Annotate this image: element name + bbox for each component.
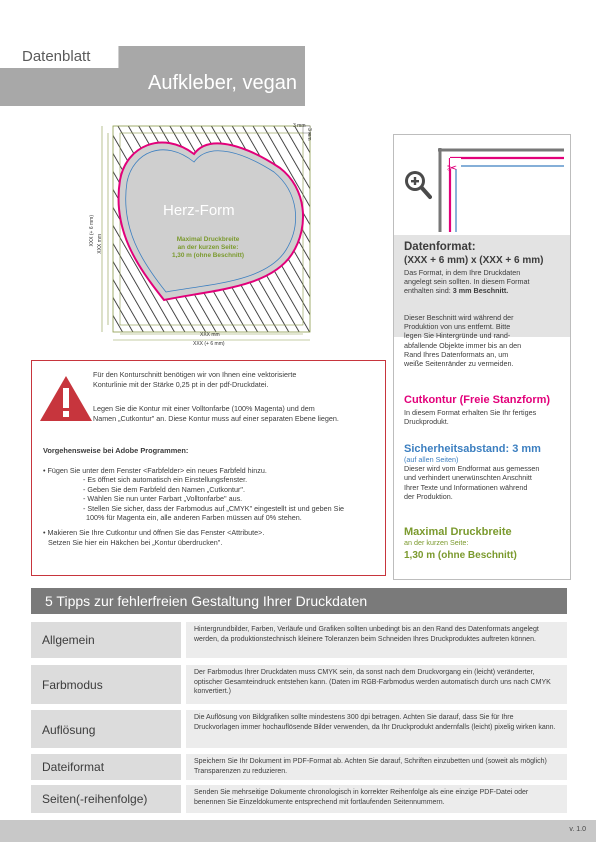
dim-bottom-inner-label: XXX mm xyxy=(200,332,220,338)
tip-label: Allgemein xyxy=(42,633,95,647)
tip-label-cell xyxy=(31,622,181,658)
dim-top-label: 3 mm xyxy=(293,123,306,129)
datenformat-block xyxy=(404,241,564,296)
tips-heading-bar xyxy=(31,588,567,614)
safety-line: Ihrer Texte und Informationen während xyxy=(404,482,528,492)
procedure-step: - Es öffnet sich automatisch ein Einstellungsfenster. xyxy=(83,475,248,485)
tip-text: Speichern Sie Ihr Dokument im PDF-Format ab. Achten Sie darauf, Schriften einzubetten und (soweit als möglich) Transparenzen zu reduzieren. xyxy=(194,758,547,775)
procedure-steps xyxy=(43,466,378,547)
procedure-step: - Wählen Sie nun unter Farbart „Volltonfarbe" aus. xyxy=(83,494,243,504)
tip-text-cell xyxy=(186,754,567,780)
heart-diagram xyxy=(92,118,322,350)
max-width-value: 1,30 m (ohne Beschnitt) xyxy=(404,550,517,562)
cutkontur-block xyxy=(404,394,564,426)
procedure-step: - Geben Sie dem Farbfeld den Namen „Cutkontur". xyxy=(83,484,245,494)
dim-bottom-outer-label: XXX (+ 6 mm) xyxy=(193,341,225,347)
dim-left-outer-label: XXX (+ 6 mm) xyxy=(89,215,95,247)
tip-label-cell xyxy=(31,785,181,813)
datenformat-title: Datenformat: xyxy=(404,241,476,253)
tip-label-cell xyxy=(31,665,181,704)
tip-text: Senden Sie mehrseitige Dokumente chronologisch in korrekter Reihenfolge als eine einzige PDF-Datei oder benennen Sie Einzeldokumente entsprechend mit fortlaufenden Seitennummern. xyxy=(194,789,529,806)
dim-left-inner-label: XXX mm xyxy=(97,234,103,254)
warning-line: Für den Konturschnitt benötigen wir von Ihnen eine vektorisierte xyxy=(93,370,297,379)
max-width-sub: an der kurzen Seite: xyxy=(404,538,469,547)
warning-paragraph-1 xyxy=(93,370,378,389)
tip-label: Seiten(-reihenfolge) xyxy=(42,792,148,806)
tip-text: Die Auflösung von Bildgrafiken sollte mindestens 300 dpi betragen. Achten Sie darauf, dass Sie für Ihre Druckvorlagen immer hochauflösende Bilder verwenden, da Ihr Druckprodukt andernfalls (leicht) pixelig wirken kann. xyxy=(194,714,556,731)
safety-line: der Produktion. xyxy=(404,491,453,501)
tip-label: Dateiformat xyxy=(42,760,105,774)
diagram-max-width-line: an der kurzen Seite: xyxy=(177,244,239,251)
procedure-step: 100% für Magenta ein, alle anderen Farben müssen auf 0% stehen. xyxy=(86,513,302,523)
svg-text:✂: ✂ xyxy=(447,161,458,175)
tip-text-cell xyxy=(186,665,567,704)
safety-line: und verhindert unerwünschten Anschnitt xyxy=(404,473,532,483)
procedure-step: • Makieren Sie Ihre Cutkontur und öffnen Sie das Fenster <Attribute>. xyxy=(43,528,265,538)
tip-text-cell xyxy=(186,785,567,813)
diagram-max-width-line: 1,30 m (ohne Beschnitt) xyxy=(171,252,245,259)
datasheet-tab xyxy=(0,46,119,68)
diagram-max-width xyxy=(152,236,264,260)
safety-sub: (auf allen Seiten) xyxy=(404,455,459,464)
warning-line: Konturlinie mit der Stärke 0,25 pt in der pdf-Druckdatei. xyxy=(93,379,269,389)
diagram-max-width-line: Maximal Druckbreite xyxy=(176,236,240,243)
version-label: v. 1.0 xyxy=(569,826,586,833)
tip-label-cell xyxy=(31,754,181,780)
datenformat-line xyxy=(404,286,564,295)
dim-right-label: 3 mm xyxy=(306,128,312,141)
tip-text-cell xyxy=(186,622,567,658)
corner-detail-illustration xyxy=(436,146,564,232)
cutkontur-title: Cutkontur (Freie Stanzform) xyxy=(404,394,551,406)
tip-text: Der Farbmodus Ihrer Druckdaten muss CMYK sein, da sonst nach dem Druckvorgang ein (leicht) veränderter, optischer Gesamteindruck entstehen kann. (Daten im RGB-Farbmodus werden automatisch durch uns nach CMYK konvertiert.) xyxy=(194,669,551,696)
page-title: Aufkleber, vegan xyxy=(148,72,297,94)
datenformat-line: Das Format, in dem Ihre Druckdaten xyxy=(404,268,521,277)
footer-bar xyxy=(0,820,596,842)
warning-line: Legen Sie die Kontur mit einer Volltonfarbe (100% Magenta) und dem xyxy=(93,404,315,413)
procedure-step: • Fügen Sie unter dem Fenster <Farbfelder> ein neues Farbfeld hinzu. xyxy=(43,466,267,475)
safety-title: Sicherheitsabstand: 3 mm xyxy=(404,443,541,455)
beschnitt-line: abfallende Objekte immer bis an den xyxy=(404,340,522,350)
max-print-width-block xyxy=(404,526,564,561)
procedure-step: Setzen Sie hier ein Häkchen bei „Kontur überdrucken". xyxy=(48,537,223,547)
tip-label: Farbmodus xyxy=(42,678,103,692)
warning-paragraph-2 xyxy=(93,404,381,423)
beschnitt-line: legen Sie Hintergründe und rand- xyxy=(404,331,511,341)
beschnitt-text xyxy=(404,313,564,368)
warning-line: Namen „Cutkontur" an. Diese Kontur muss auf einer separaten Ebene liegen. xyxy=(93,413,339,423)
beschnitt-line: Produktion von uns entfernt. Bitte xyxy=(404,322,511,332)
sicherheitsabstand-block xyxy=(404,443,564,501)
cutkontur-line: In diesem Format erhalten Sie Ihr fertiges xyxy=(404,408,537,417)
cutkontur-line: Druckprodukt. xyxy=(404,417,449,427)
safety-line: Dieser wird vom Endformat aus gemessen xyxy=(404,464,540,474)
tip-label: Auflösung xyxy=(42,723,96,737)
datenformat-size: (XXX + 6 mm) x (XXX + 6 mm) xyxy=(404,255,544,266)
beschnitt-line: Rand Ihres Datenformats an, um xyxy=(404,349,509,359)
procedure-title: Vorgehensweise bei Adobe Programmen: xyxy=(43,446,189,455)
tab-label: Datenblatt xyxy=(22,48,91,65)
tip-text-cell xyxy=(186,710,567,748)
datenformat-last-text: enthalten sind: xyxy=(404,286,453,296)
warning-icon xyxy=(38,374,94,424)
datenformat-last-bold: 3 mm Beschnitt. xyxy=(452,286,509,296)
beschnitt-line: weiße Seitenränder zu vermeiden. xyxy=(404,359,514,369)
max-width-title: Maximal Druckbreite xyxy=(404,526,512,538)
tips-heading: 5 Tipps zur fehlerfreien Gestaltung Ihrer Druckdaten xyxy=(45,593,368,609)
zoom-in-icon xyxy=(402,168,432,200)
beschnitt-line: Dieser Beschnitt wird während der xyxy=(404,313,514,322)
tip-text: Hintergrundbilder, Farben, Verläufe und Grafiken sollten unbedingt bis an den Rand des Datenformats angelegt werden, da produktionstechnisch kleinere Toleranzen beim Schneiden Ihres Druckproduktes auftreten können. xyxy=(194,626,539,643)
datenformat-line: angelegt sein sollten. In diesem Format xyxy=(404,277,530,287)
tip-label-cell xyxy=(31,710,181,748)
shape-label: Herz-Form xyxy=(163,202,235,219)
procedure-step: - Stellen Sie sicher, dass der Farbmodus auf „CMYK" eingestellt ist und geben Sie xyxy=(83,503,345,513)
